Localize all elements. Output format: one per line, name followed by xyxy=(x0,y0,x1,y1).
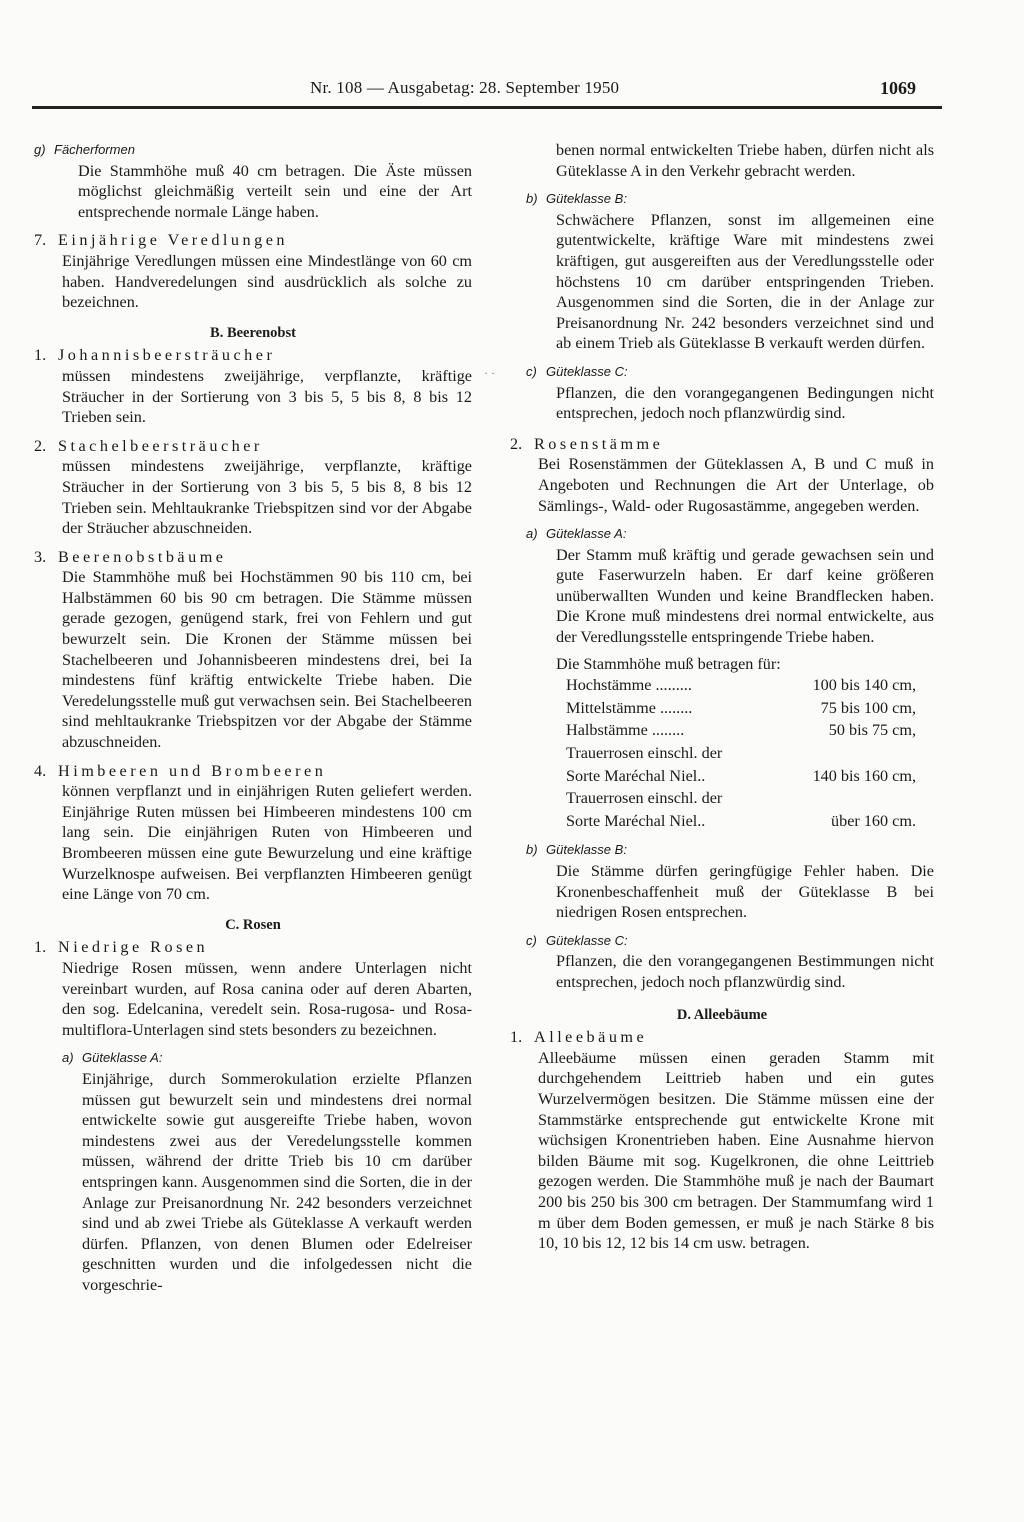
item-title: Alleebäume xyxy=(534,1028,648,1047)
subsection-title: Fächerformen xyxy=(54,142,135,157)
table-row xyxy=(566,719,916,742)
item-number: 2. xyxy=(34,436,47,455)
subsection-label: c) xyxy=(526,932,537,948)
subsection-c1c-heading xyxy=(510,362,934,383)
subsection-title: Güteklasse B: xyxy=(546,191,627,207)
page-number: 1069 xyxy=(880,78,916,98)
subsection-c1c-text: Pflanzen, die den vorangegangenen Bedingungen nicht entsprechen, jedoch noch pflanzwürdig sind. xyxy=(556,383,934,423)
subsection-c1b-text: Schwächere Pflanzen, sonst im allgemeinen eine gutentwickelte, kräftige Ware mit mindestens zwei kräftigen, gut ausgereiften aus der Veredlungsstelle oder höchstens 10 cm darüber entspringenden Trieben. Ausgenommen sind die Sorten, die in der Anlage zur Preisanordnung Nr. 242 besonders verzeichnet sind und ab einem Trieb als Güteklasse B verkauft werden dürfen. xyxy=(556,210,934,353)
subsection-c2b-text: Die Stämme dürfen geringfügige Fehler haben. Die Kronenbeschaffenheit muß der Güteklasse B bei niedrigen Rosen entsprechen. xyxy=(556,862,934,922)
subsection-label: g) xyxy=(34,142,46,157)
height-type: Halbstämme ........ xyxy=(566,721,685,740)
item-title: Beerenobstbäume xyxy=(58,547,227,566)
table-row xyxy=(566,674,916,697)
table-row xyxy=(566,765,916,788)
height-type: Trauerrosen einschl. der xyxy=(566,789,723,808)
item-text: Niedrige Rosen müssen, wenn andere Unterlagen nicht vereinbart wurden, auf Rosa canina oder auf deren Abarten, den sog. Edelcanina, veredelt sein. Rosa-rugosa- und Rosa-multiflora-Unterlagen sind stets besonders zu bezeichnen. xyxy=(62,958,472,1039)
subsection-label: c) xyxy=(526,363,537,379)
subsection-c2c-heading xyxy=(510,931,934,952)
item-number: 3. xyxy=(34,547,47,566)
left-column xyxy=(34,140,472,1295)
item-text: müssen mindestens zweijährige, verpflanzte, kräftige Sträucher in der Sortierung von 3 bis 5, 5 bis 8, 8 bis 12 Trieben sein. xyxy=(62,366,472,427)
item-title: Einjährige Veredlungen xyxy=(58,231,288,250)
item-b3 xyxy=(34,547,472,753)
item-number: 4. xyxy=(34,761,47,780)
height-type: Hochstämme ......... xyxy=(566,676,692,695)
subsection-c1b-heading xyxy=(510,189,934,210)
item-title: Stachelbeersträucher xyxy=(58,436,263,455)
item-title: Johannisbeersträucher xyxy=(58,346,276,365)
item-b1 xyxy=(34,345,472,427)
subsection-label: a) xyxy=(62,1050,74,1066)
right-column xyxy=(510,140,934,1254)
subsection-c2b-heading xyxy=(510,840,934,861)
section-heading-c: C. Rosen xyxy=(225,916,281,933)
height-value: über 160 cm. xyxy=(831,811,916,830)
subsection-c1a-text: Einjährige, durch Sommerokulation erzielte Pflanzen müssen gut bewurzelt sein und mindestens drei normal entwickelte sowie gut ausgereifte Triebe haben, wovon mindestens zwei aus der Veredelungsstelle kommen müssen, während der dritte Trieb bis 10 cm darüber entspringen kann. Ausgenommen sind die Sorten, die in der Anlage zur Preisanordnung Nr. 242 besonders verzeichnet sind und ab zwei Triebe als Güteklasse A verkauft werden dürfen. Pflanzen, von denen Blumen oder Edelreiser geschnitten wurden und die infolgedessen nicht die vorgeschrie- xyxy=(82,1069,472,1294)
item-text: müssen mindestens zweijährige, verpflanzte, kräftige Sträucher in der Sortierung von 3 bis 5, 5 bis 8, 8 bis 12 Trieben sein. Mehltaukranke Triebspitzen sind vor der Abgabe der Sträucher abzuschneiden. xyxy=(62,457,472,538)
table-row xyxy=(566,787,916,810)
continued-text: benen normal entwickelten Triebe haben, dürfen nicht als Güteklasse A in den Verkehr gebracht werden. xyxy=(556,141,934,180)
table-row xyxy=(566,810,916,833)
item-c1 xyxy=(34,937,472,1040)
margin-dots: · · xyxy=(484,366,495,380)
item-number: 1. xyxy=(34,346,47,365)
height-value xyxy=(776,787,916,810)
height-value xyxy=(776,742,916,765)
section-heading-b: B. Beerenobst xyxy=(210,324,296,341)
stem-height-intro: Die Stammhöhe muß betragen für: xyxy=(556,654,781,673)
page-header xyxy=(0,0,1024,110)
issue-title: Nr. 108 — Ausgabetag: 28. September 1950 xyxy=(310,78,620,97)
subsection-label: b) xyxy=(526,842,538,858)
height-type: Trauerrosen einschl. der xyxy=(566,744,723,763)
height-value: 50 bis 75 cm, xyxy=(828,721,916,740)
subsection-label: b) xyxy=(526,191,538,207)
item-c2 xyxy=(510,434,934,516)
item-7 xyxy=(34,230,472,312)
subsection-title: Güteklasse C: xyxy=(546,363,628,379)
subsection-c2a-heading xyxy=(510,524,934,545)
height-type: Sorte Maréchal Niel.. xyxy=(566,811,706,830)
item-text: Alleebäume müssen einen geraden Stamm mit durchgehendem Leittrieb haben und ein gutes Wurzelvermögen besitzen. Die Stämme müssen eine der Stammstärke entsprechende gut entwickelte Krone mit wüchsigen Kronentrieben haben. Eine Ausnahme hiervon bilden Bäume mit sog. Kugelkronen, die ohne Leittrieb gezogen werden. Die Stammhöhe muß je nach der Baumart 200 bis 250 bis 300 cm betragen. Der Stammumfang wird 1 m über dem Boden gemessen, er muß je nach Stärke 8 bis 10, 10 bis 12, 12 bis 14 cm usw. betragen. xyxy=(538,1048,934,1253)
subsection-c2c-text: Pflanzen, die den vorangegangenen Bestimmungen nicht entsprechen, jedoch noch pflanzwürdig sind. xyxy=(556,952,934,991)
item-b2 xyxy=(34,436,472,539)
header-rule xyxy=(32,106,942,109)
item-number: 2. xyxy=(510,434,523,453)
subsection-g-heading xyxy=(34,140,472,161)
item-b4 xyxy=(34,761,472,905)
section-heading-d: D. Alleebäume xyxy=(676,1006,768,1023)
subsection-c1a-heading xyxy=(34,1048,472,1069)
subsection-title: Güteklasse A: xyxy=(82,1050,163,1066)
subsection-title: Güteklasse B: xyxy=(546,842,627,858)
item-number: 1. xyxy=(34,938,47,957)
table-row xyxy=(566,742,916,765)
item-text: Einjährige Veredlungen müssen eine Mindestlänge von 60 cm haben. Handveredelungen sind ausdrücklich als solche zu bezeichnen. xyxy=(62,251,472,312)
item-title: Niedrige Rosen xyxy=(58,938,209,957)
subsection-g-text: Die Stammhöhe muß 40 cm betragen. Die Äste müssen möglichst gleichmäßig verteilt sein und eine der Art entsprechende normale Länge haben. xyxy=(78,161,472,221)
height-value: 75 bis 100 cm, xyxy=(820,698,916,717)
subsection-c2a-text: Der Stamm muß kräftig und gerade gewachsen sein und gute Faserwurzeln haben. Er darf keine größeren unüberwallten Wunden und keine Brandflecken haben. Die Krone muß mindestens drei normal entwickelte, aus der Veredlungsstelle entspringende Triebe haben. xyxy=(556,545,934,647)
item-number: 1. xyxy=(510,1028,523,1047)
item-title: Rosenstämme xyxy=(534,434,664,453)
height-type: Mittelstämme ........ xyxy=(566,698,693,717)
stem-height-table xyxy=(566,674,916,832)
height-type: Sorte Maréchal Niel.. xyxy=(566,766,706,785)
item-text: Bei Rosenstämmen der Güteklassen A, B und C muß in Angeboten und Rechnungen die Art der Unterlage, ob Sämlings-, Wald- oder Rugosastämme, angegeben werden. xyxy=(538,455,934,515)
height-value: 100 bis 140 cm, xyxy=(812,676,916,695)
subsection-label: a) xyxy=(526,526,538,542)
item-d1 xyxy=(510,1027,934,1254)
table-row xyxy=(566,697,916,720)
subsection-title: Güteklasse A: xyxy=(546,526,627,542)
item-number: 7. xyxy=(34,231,47,250)
item-text: können verpflanzt und in einjährigen Ruten geliefert werden. Einjährige Ruten müssen bei Himbeeren mindestens 100 cm lang sein. Die einjährigen Ruten von Himbeeren und Brombeeren müssen eine gute Bewurzelung und eine kräftige Wurzelknospe aufweisen. Bei verpflanzten Himbeeren genügt eine Länge von 70 cm. xyxy=(62,782,472,904)
item-title: Himbeeren und Brombeeren xyxy=(58,761,327,780)
item-text: Die Stammhöhe muß bei Hochstämmen 90 bis 110 cm, bei Halbstämmen 60 bis 90 cm betragen. Die Stämme müssen gerade gezogen, genügend stark, frei von Fehlern und gut bewurzelt sein. Die Kronen der Stämme müssen bei Stachelbeeren und Johannisbeeren mindestens drei, bei Ia mindestens fünf kräftig entwickelte Triebe haben. Die Veredelungsstelle muß gut verwachsen sein. Bei Stachelbeeren sind mehltaukranke Triebspitzen vor der Abgabe der Stämme abzuschneiden. xyxy=(62,568,472,752)
height-value: 140 bis 160 cm, xyxy=(812,766,916,785)
subsection-title: Güteklasse C: xyxy=(546,932,628,948)
